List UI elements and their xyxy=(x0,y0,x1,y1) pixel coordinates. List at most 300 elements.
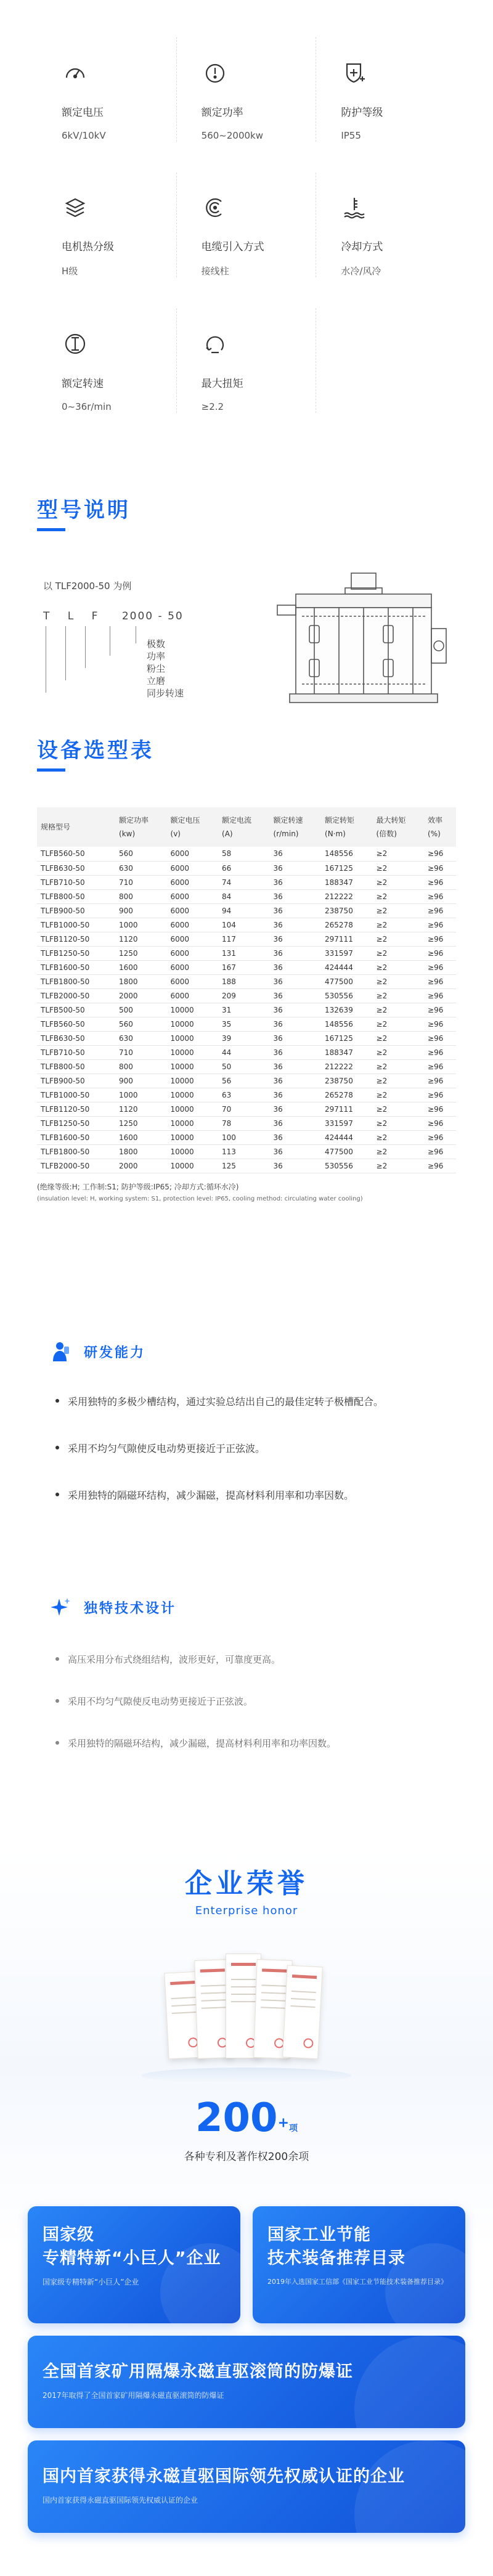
table-cell: 6000 xyxy=(167,932,219,946)
table-cell: 36 xyxy=(270,889,322,903)
table-cell: 10000 xyxy=(167,1088,219,1102)
table-cell: 1600 xyxy=(115,1130,167,1144)
bullet-dot xyxy=(55,1699,59,1703)
table-cell: 78 xyxy=(218,1116,270,1130)
table-row xyxy=(37,946,456,960)
table-cell: 148556 xyxy=(321,847,373,861)
table-header-cell xyxy=(270,807,322,847)
table-cell: 10000 xyxy=(167,1059,219,1074)
table-row xyxy=(37,861,456,875)
table-cell: TLFB900-50 xyxy=(37,903,115,918)
table-cell: ≥2 xyxy=(373,847,425,861)
table-cell: 36 xyxy=(270,847,322,861)
table-row xyxy=(37,988,456,1003)
table-cell: 265278 xyxy=(321,1088,373,1102)
table-cell: ≥2 xyxy=(373,1074,425,1088)
table-cell: TLFB630-50 xyxy=(37,861,115,875)
table-cell: 63 xyxy=(218,1088,270,1102)
spec-value: 6kV/10kV xyxy=(62,130,106,141)
list-item xyxy=(55,1437,462,1459)
table-cell: 36 xyxy=(270,1059,322,1074)
table-cell: 800 xyxy=(115,1059,167,1074)
table-cell: ≥96 xyxy=(424,847,456,861)
table-header-cell xyxy=(218,807,270,847)
spec-protection-level xyxy=(316,37,456,142)
list-item xyxy=(55,1390,462,1412)
table-cell: ≥96 xyxy=(424,1130,456,1144)
table-cell: TLFB630-50 xyxy=(37,1031,115,1045)
table-row xyxy=(37,1159,456,1173)
spec-value: 0~36r/min xyxy=(62,401,112,412)
table-cell: 265278 xyxy=(321,918,373,932)
section-underline xyxy=(37,528,65,531)
legend-bracket-line xyxy=(65,626,66,680)
spec-label: 电缆引入方式 xyxy=(201,241,264,253)
table-cell: 530556 xyxy=(321,1159,373,1173)
shield-plus-icon xyxy=(341,59,368,86)
table-cell: TLFB800-50 xyxy=(37,889,115,903)
table-row xyxy=(37,1116,456,1130)
table-cell: 800 xyxy=(115,889,167,903)
table-header-row xyxy=(37,807,456,847)
list-item xyxy=(55,1483,462,1506)
table-cell: ≥2 xyxy=(373,974,425,988)
spec-value: 560~2000kw xyxy=(201,130,263,141)
table-header-label: 规格型号 xyxy=(41,823,71,831)
table-cell: TLFB1800-50 xyxy=(37,974,115,988)
table-cell: 188 xyxy=(218,974,270,988)
spec-rated-power xyxy=(177,37,317,142)
table-cell: 10000 xyxy=(167,1017,219,1031)
spec-thermal-class xyxy=(37,173,177,277)
list-item-text: 采用独特的多极少槽结构，通过实验总结出自己的最佳定转子极槽配合。 xyxy=(68,1395,384,1408)
table-cell: TLFB500-50 xyxy=(37,1003,115,1017)
list-item-text: 采用独特的隔磁环结构，减少漏磁，提高材料利用率和功率因数。 xyxy=(68,1737,336,1749)
gauge-icon xyxy=(62,59,89,86)
honor-badge-subtitle: 2019年入选国家工信部《国家工业节能技术装备推荐目录》 xyxy=(267,2278,447,2286)
legend-bracket-line xyxy=(85,626,86,668)
table-cell: 167 xyxy=(218,960,270,974)
table-cell: 117 xyxy=(218,932,270,946)
table-cell: ≥2 xyxy=(373,903,425,918)
table-cell: ≥96 xyxy=(424,875,456,889)
table-header-cell xyxy=(373,807,425,847)
list-item xyxy=(55,1732,462,1753)
table-cell: 36 xyxy=(270,1003,322,1017)
table-cell: ≥96 xyxy=(424,946,456,960)
table-cell: TLFB710-50 xyxy=(37,875,115,889)
patent-count xyxy=(0,2095,493,2141)
table-cell: ≥2 xyxy=(373,1130,425,1144)
table-cell: 36 xyxy=(270,974,322,988)
model-explain-area xyxy=(37,567,456,740)
bullet-dot xyxy=(55,1446,59,1449)
speed-icon xyxy=(62,330,89,357)
rd-section-header xyxy=(49,1340,145,1363)
table-cell: 710 xyxy=(115,1045,167,1059)
power-icon xyxy=(202,59,229,86)
legend-item-sync-speed: 同步转速 xyxy=(147,688,184,699)
table-cell: 36 xyxy=(270,1088,322,1102)
table-cell: 36 xyxy=(270,918,322,932)
table-cell: 6000 xyxy=(167,974,219,988)
table-cell: ≥2 xyxy=(373,1059,425,1074)
podium-ellipse xyxy=(142,2068,351,2084)
table-cell: 36 xyxy=(270,1031,322,1045)
table-row xyxy=(37,889,456,903)
table-header-cell xyxy=(167,807,219,847)
honor-badge-international-cert xyxy=(28,2440,465,2533)
table-cell: 36 xyxy=(270,946,322,960)
table-cell: 100 xyxy=(218,1130,270,1144)
model-section-title: 型号说明 xyxy=(37,498,131,523)
spec-value: 接线柱 xyxy=(201,266,229,277)
table-cell: 132639 xyxy=(321,1003,373,1017)
model-code-numbers: 2000 - 50 xyxy=(121,610,184,622)
table-cell: ≥96 xyxy=(424,861,456,875)
section-underline xyxy=(37,768,65,772)
honor-title: 企业荣誉 xyxy=(185,1868,308,1899)
table-cell: 424444 xyxy=(321,1130,373,1144)
table-cell: 6000 xyxy=(167,946,219,960)
table-cell: 238750 xyxy=(321,903,373,918)
table-cell: 70 xyxy=(218,1102,270,1116)
table-cell: 39 xyxy=(218,1031,270,1045)
table-header-unit: (%) xyxy=(428,829,441,838)
table-section-title: 设备选型表 xyxy=(37,738,154,763)
table-cell: 36 xyxy=(270,1144,322,1159)
table-cell: ≥96 xyxy=(424,1017,456,1031)
table-header-unit: (r/min) xyxy=(273,829,299,838)
table-header-unit: (kw) xyxy=(119,829,136,838)
spec-rated-speed xyxy=(37,308,177,413)
patent-count-number: 200 xyxy=(195,2095,278,2141)
table-cell: 44 xyxy=(218,1045,270,1059)
table-cell: ≥96 xyxy=(424,918,456,932)
table-header-label: 额定转矩 xyxy=(325,816,355,825)
table-cell: ≥2 xyxy=(373,1102,425,1116)
table-body xyxy=(37,847,456,1173)
table-cell: 104 xyxy=(218,918,270,932)
table-cell: ≥2 xyxy=(373,889,425,903)
spec-max-torque xyxy=(177,308,317,413)
table-cell: ≥2 xyxy=(373,861,425,875)
table-cell: 36 xyxy=(270,1159,322,1173)
table-cell: 1120 xyxy=(115,1102,167,1116)
model-code xyxy=(43,610,184,622)
table-cell: 238750 xyxy=(321,1074,373,1088)
table-cell: TLFB1800-50 xyxy=(37,1144,115,1159)
table-cell: 36 xyxy=(270,1017,322,1031)
table-header-cell xyxy=(424,807,456,847)
table-cell: 36 xyxy=(270,1116,322,1130)
table-cell: 31 xyxy=(218,1003,270,1017)
table-cell: 1800 xyxy=(115,974,167,988)
table-cell: 1000 xyxy=(115,918,167,932)
table-cell: 36 xyxy=(270,960,322,974)
table-cell: ≥96 xyxy=(424,960,456,974)
table-cell: TLFB1000-50 xyxy=(37,918,115,932)
table-cell: 188347 xyxy=(321,875,373,889)
table-cell: 36 xyxy=(270,932,322,946)
table-cell: 477500 xyxy=(321,974,373,988)
honor-section xyxy=(0,1849,493,2576)
table-cell: ≥2 xyxy=(373,960,425,974)
table-cell: ≥2 xyxy=(373,1017,425,1031)
table-cell: 50 xyxy=(218,1059,270,1074)
table-cell: ≥96 xyxy=(424,1074,456,1088)
spec-label: 额定转速 xyxy=(62,378,104,390)
spec-cooling xyxy=(316,173,456,277)
table-cell: 188347 xyxy=(321,1045,373,1059)
honor-badge-title: 全国首家矿用隔爆永磁直驱滚筒的防爆证 xyxy=(43,2362,353,2381)
table-cell: 630 xyxy=(115,1031,167,1045)
table-cell: ≥96 xyxy=(424,1144,456,1159)
legend-item-poles: 极数 xyxy=(147,638,166,650)
certificate-display xyxy=(160,1941,345,2077)
table-cell: 58 xyxy=(218,847,270,861)
table-row xyxy=(37,1059,456,1074)
legend-item-power: 功率 xyxy=(147,651,166,662)
spec-label: 冷却方式 xyxy=(341,241,383,253)
table-cell: 331597 xyxy=(321,1116,373,1130)
table-cell: 6000 xyxy=(167,847,219,861)
table-cell: ≥96 xyxy=(424,889,456,903)
spec-label: 额定功率 xyxy=(201,107,243,119)
spec-value: H级 xyxy=(62,266,78,277)
table-cell: 209 xyxy=(218,988,270,1003)
table-header-label: 额定转速 xyxy=(273,816,303,825)
table-note-cn: (绝缘等级:H; 工作制:S1; 防护等级:IP65; 冷却方式:循环水冷) xyxy=(37,1182,239,1191)
table-cell: 212222 xyxy=(321,889,373,903)
table-cell: ≥96 xyxy=(424,988,456,1003)
list-item-text: 高压采用分布式绕组结构，波形更好，可靠度更高。 xyxy=(68,1653,281,1665)
table-cell: 1800 xyxy=(115,1144,167,1159)
table-cell: ≥96 xyxy=(424,974,456,988)
certificate-image xyxy=(282,1965,323,2060)
bullet-dot xyxy=(55,1493,59,1496)
honor-subtitle: Enterprise honor xyxy=(195,1904,298,1917)
motor-illustration xyxy=(271,567,456,727)
table-cell: 1120 xyxy=(115,932,167,946)
table-cell: TLFB1120-50 xyxy=(37,1102,115,1116)
cable-entry-icon xyxy=(202,195,229,221)
table-cell: 6000 xyxy=(167,988,219,1003)
table-cell: 331597 xyxy=(321,946,373,960)
list-item-text: 采用独特的隔磁环结构，减少漏磁，提高材料利用率和功率因数。 xyxy=(68,1489,354,1501)
patent-count-unit: 项 xyxy=(289,2124,298,2134)
spec-empty-cell xyxy=(316,308,456,413)
table-cell: TLFB710-50 xyxy=(37,1045,115,1059)
table-header-label: 额定电压 xyxy=(170,816,200,825)
table-row xyxy=(37,1045,456,1059)
tech-section-header xyxy=(49,1596,176,1618)
table-cell: 36 xyxy=(270,903,322,918)
table-header-cell xyxy=(115,807,167,847)
table-header-cell xyxy=(321,807,373,847)
table-row xyxy=(37,1144,456,1159)
table-row xyxy=(37,903,456,918)
table-cell: 131 xyxy=(218,946,270,960)
table-cell: TLFB560-50 xyxy=(37,1017,115,1031)
honor-badge-title: 国家工业节能 技术装备推荐目录 xyxy=(267,2225,405,2268)
table-cell: 560 xyxy=(115,847,167,861)
table-cell: 66 xyxy=(218,861,270,875)
spec-value: ≥2.2 xyxy=(201,401,224,412)
table-cell: ≥96 xyxy=(424,1031,456,1045)
table-cell: ≥96 xyxy=(424,1059,456,1074)
table-cell: TLFB1250-50 xyxy=(37,946,115,960)
selection-table xyxy=(37,807,456,1173)
table-cell: 424444 xyxy=(321,960,373,974)
table-cell: 1250 xyxy=(115,1116,167,1130)
table-cell: ≥2 xyxy=(373,1003,425,1017)
table-cell: 500 xyxy=(115,1003,167,1017)
table-row xyxy=(37,1074,456,1088)
table-cell: ≥2 xyxy=(373,1116,425,1130)
model-example-text: 以 TLF2000-50 为例 xyxy=(43,581,132,592)
table-cell: 167125 xyxy=(321,861,373,875)
table-cell: 10000 xyxy=(167,1144,219,1159)
table-cell: 2000 xyxy=(115,1159,167,1173)
table-cell: 212222 xyxy=(321,1059,373,1074)
table-row xyxy=(37,1102,456,1116)
table-header-label: 最大转矩 xyxy=(376,816,406,825)
table-cell: 36 xyxy=(270,1045,322,1059)
table-header-unit: (v) xyxy=(170,829,181,838)
table-cell: 6000 xyxy=(167,889,219,903)
table-cell: 36 xyxy=(270,875,322,889)
list-item-text: 采用不均匀气隙使反电动势更接近于正弦波。 xyxy=(68,1442,266,1454)
bullet-dot xyxy=(55,1657,59,1661)
bullet-dot xyxy=(55,1741,59,1745)
table-header-unit: (N·m) xyxy=(325,829,346,838)
table-cell: 167125 xyxy=(321,1031,373,1045)
table-cell: 10000 xyxy=(167,1003,219,1017)
table-cell: 710 xyxy=(115,875,167,889)
table-header-label: 额定电流 xyxy=(222,816,252,825)
table-cell: 477500 xyxy=(321,1144,373,1159)
table-cell: ≥96 xyxy=(424,1088,456,1102)
cooling-icon xyxy=(341,195,368,221)
table-cell: TLFB900-50 xyxy=(37,1074,115,1088)
table-cell: TLFB1000-50 xyxy=(37,1088,115,1102)
table-cell: 6000 xyxy=(167,903,219,918)
table-cell: ≥2 xyxy=(373,1031,425,1045)
spec-label: 电机热分级 xyxy=(62,241,114,253)
table-cell: ≥96 xyxy=(424,903,456,918)
table-cell: ≥2 xyxy=(373,1144,425,1159)
table-row xyxy=(37,918,456,932)
table-cell: 6000 xyxy=(167,918,219,932)
spec-rated-voltage xyxy=(37,37,177,142)
table-cell: TLFB1250-50 xyxy=(37,1116,115,1130)
table-cell: ≥2 xyxy=(373,1045,425,1059)
table-row xyxy=(37,875,456,889)
honor-badge-title: 国内首家获得永磁直驱国际领先权威认证的企业 xyxy=(43,2467,405,2486)
table-row xyxy=(37,932,456,946)
table-header-unit: (A) xyxy=(222,829,233,838)
table-cell: TLFB560-50 xyxy=(37,847,115,861)
table-cell: 6000 xyxy=(167,861,219,875)
table-cell: 36 xyxy=(270,988,322,1003)
bullet-dot xyxy=(55,1399,59,1403)
table-cell: 36 xyxy=(270,1074,322,1088)
table-cell: 1000 xyxy=(115,1088,167,1102)
table-cell: ≥2 xyxy=(373,918,425,932)
honor-badge-energy-catalog xyxy=(253,2206,465,2323)
table-row xyxy=(37,960,456,974)
table-header-label: 效率 xyxy=(428,816,443,825)
table-cell: 6000 xyxy=(167,875,219,889)
layers-icon xyxy=(62,195,89,221)
table-header-unit: (倍数) xyxy=(376,829,397,838)
honor-badge-subtitle: 国家级专精特新“小巨人”企业 xyxy=(43,2278,139,2286)
table-cell: 900 xyxy=(115,903,167,918)
table-cell: TLFB1600-50 xyxy=(37,1130,115,1144)
table-cell: ≥2 xyxy=(373,1088,425,1102)
table-cell: 36 xyxy=(270,861,322,875)
table-row xyxy=(37,1088,456,1102)
sparkle-icon xyxy=(49,1596,71,1618)
spec-value: IP55 xyxy=(341,130,361,141)
table-cell: ≥2 xyxy=(373,988,425,1003)
spec-label: 防护等级 xyxy=(341,107,383,119)
honor-badge-title: 国家级 专精特新“小巨人”企业 xyxy=(43,2225,221,2268)
table-cell: TLFB2000-50 xyxy=(37,988,115,1003)
table-cell: 297111 xyxy=(321,932,373,946)
table-cell: 10000 xyxy=(167,1159,219,1173)
table-cell: 148556 xyxy=(321,1017,373,1031)
model-code-letters: T L F xyxy=(43,610,105,622)
patent-count-plus: + xyxy=(277,2115,290,2131)
table-cell: 84 xyxy=(218,889,270,903)
table-cell: TLFB2000-50 xyxy=(37,1159,115,1173)
table-cell: 10000 xyxy=(167,1102,219,1116)
table-cell: 560 xyxy=(115,1017,167,1031)
table-header-label: 额定功率 xyxy=(119,816,149,825)
table-row xyxy=(37,1017,456,1031)
honor-badge-little-giant xyxy=(28,2206,240,2323)
table-cell: ≥96 xyxy=(424,1045,456,1059)
table-cell: 74 xyxy=(218,875,270,889)
honor-badge-subtitle: 国内首家获得永磁直驱国际领先权威认证的企业 xyxy=(43,2496,198,2505)
rd-section-title: 研发能力 xyxy=(84,1345,146,1361)
table-cell: 125 xyxy=(218,1159,270,1173)
table-cell: ≥96 xyxy=(424,932,456,946)
table-cell: ≥2 xyxy=(373,875,425,889)
table-cell: 6000 xyxy=(167,960,219,974)
table-cell: 113 xyxy=(218,1144,270,1159)
selection-table-wrap xyxy=(37,807,456,1205)
tech-list xyxy=(55,1649,462,1753)
table-note-en: (insulation level: H, working system: S1, protection level: IP65, cooling method: circulating water cooling) xyxy=(37,1195,363,1202)
table-cell: 1250 xyxy=(115,946,167,960)
legend-item-vertical-mill: 立磨 xyxy=(147,675,166,687)
table-cell: 56 xyxy=(218,1074,270,1088)
table-cell: 10000 xyxy=(167,1045,219,1059)
rd-list xyxy=(55,1390,462,1506)
table-note xyxy=(37,1181,456,1205)
table-cell: ≥96 xyxy=(424,1159,456,1173)
table-cell: 297111 xyxy=(321,1102,373,1116)
table-row xyxy=(37,847,456,861)
spec-label: 最大扭矩 xyxy=(201,378,243,390)
table-cell: 36 xyxy=(270,1130,322,1144)
table-cell: 900 xyxy=(115,1074,167,1088)
table-cell: TLFB800-50 xyxy=(37,1059,115,1074)
table-row xyxy=(37,974,456,988)
